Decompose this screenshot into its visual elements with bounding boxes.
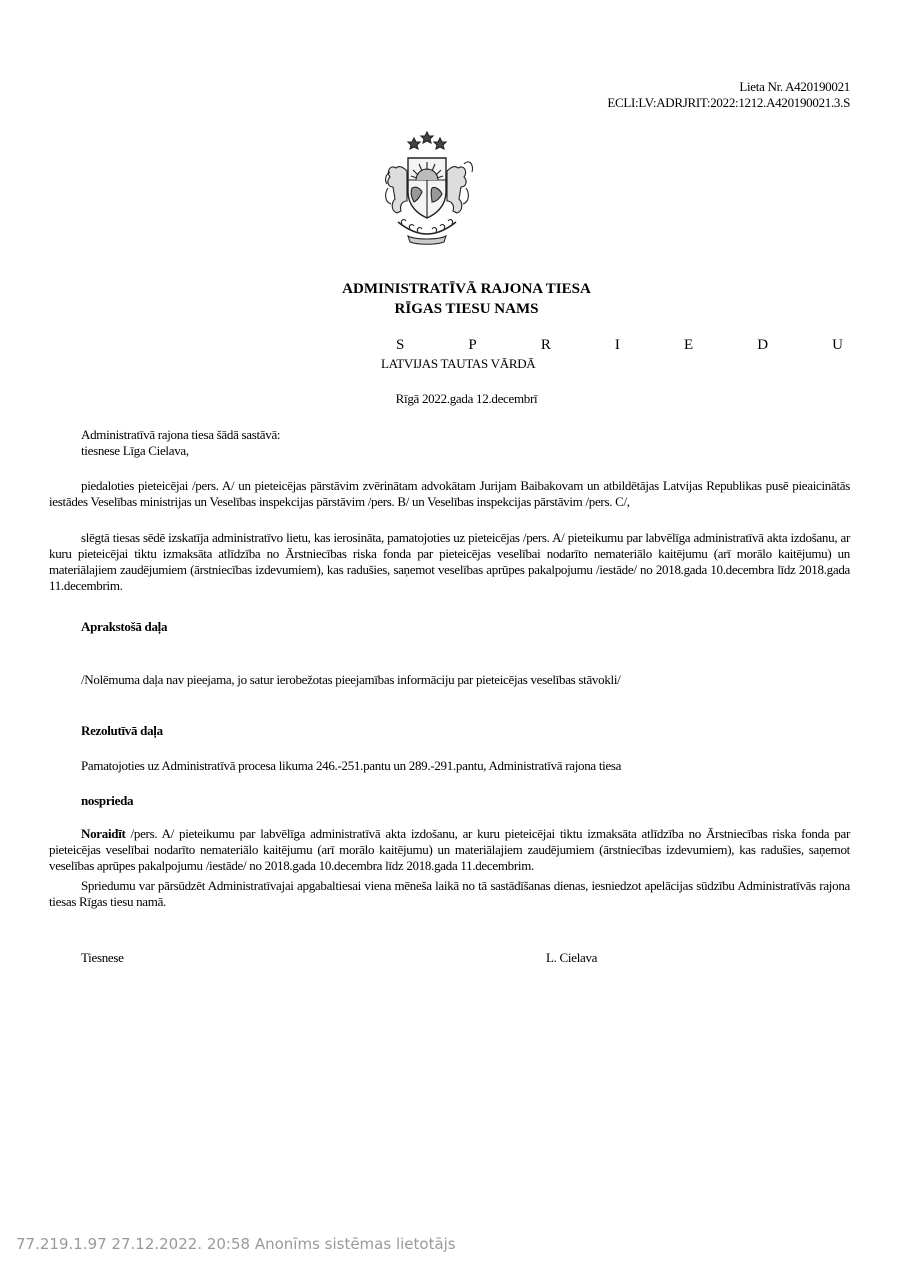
title-letter: U	[832, 337, 843, 353]
court-name: ADMINISTRATĪVĀ RAJONA TIESA	[342, 281, 591, 297]
participants-paragraph: piedaloties pieteicējai /pers. A/ un pieteicējas pārstāvim zvērinātam advokātam Jurijam Baibakovam un atbildētājas Latvijas Republikas pusē pieaicinātās iestādes Veselības ministrijas un Veselības inspekcijas pārstāvim /pers. B/ un Veselības inspekcijas pārstāvim /pers. C/,	[49, 478, 850, 509]
descriptive-heading: Aprakstošā daļa	[81, 619, 168, 634]
ecli-identifier: ECLI:LV:ADRJRIT:2022:1212.A420190021.3.S	[607, 95, 850, 110]
judgment-title	[396, 337, 843, 354]
descriptive-text: /Nolēmuma daļa nav pieejama, jo satur ierobežotas pieejamības informāciju par pieteicējas veselības stāvokli/	[81, 672, 621, 687]
composition-line: Administratīvā rajona tiesa šādā sastāvā:	[81, 427, 281, 442]
decision-keyword: Noraidīt	[81, 826, 126, 841]
decision-paragraph	[49, 826, 850, 874]
signature-name: L. Cielava	[546, 950, 598, 965]
title-letter: D	[757, 337, 769, 353]
appeal-paragraph: Spriedumu var pārsūdzēt Administratīvajai apgabaltiesai viena mēneša laikā no tā sastādīšanas dienas, iesniedzot apelācijas sūdzību Administratīvās rajona tiesas Rīgas tiesu namā.	[49, 878, 850, 909]
decision-text: /pers. A/ pieteikumu par labvēlīga administratīvā akta izdošanu, ar kuru pieteicējai tiktu izmaksāta atlīdzība no Ārstniecības riska fonda par pieteicējas veselībai nodarīto nemateriālo kaitējumu (arī morālo kaitējumu) un materiālajiem zaudējumiem (ārstniecības izdevumiem), kas radušies, saņemot veselības aprūpes pakalpojumu /iestāde/ no 2018.gada 10.decembra līdz 2018.gada 11.decembrim.	[49, 826, 850, 873]
title-letter: I	[614, 337, 620, 353]
coat-of-arms-icon	[378, 128, 476, 246]
title-letter: E	[683, 337, 694, 353]
case-number: Lieta Nr. A420190021	[739, 79, 850, 94]
judge-line: tiesnese Līga Cielava,	[81, 443, 189, 458]
legal-basis: Pamatojoties uz Administratīvā procesa likuma 246.-251.pantu un 289.-291.pantu, Administratīvā rajona tiesa	[81, 758, 622, 773]
signature-role: Tiesnese	[81, 950, 124, 965]
title-letter: S	[396, 337, 405, 353]
subtitle: LATVIJAS TAUTAS VĀRDĀ	[381, 356, 536, 371]
place-date: Rīgā 2022.gada 12.decembrī	[395, 391, 538, 406]
case-description-paragraph: slēgtā tiesas sēdē izskatīja administratīvo lietu, kas ierosināta, pamatojoties uz pieteicējas /pers. A/ pieteikumu par labvēlīga administratīvā akta izdošanu, ar kuru pieteicējai tiktu izmaksāta atlīdzība no Ārstniecības riska fonda par pieteicējas veselībai nodarīto nemateriālo kaitējumu (arī morālo kaitējumu) un materiālajiem zaudējumiem (ārstniecības izdevumiem), kas radušies, saņemot veselības aprūpes pakalpojumu /iestāde/ no 2018.gada 10.decembra līdz 2018.gada 11.decembrim.	[49, 530, 850, 593]
title-letter: R	[540, 337, 551, 353]
access-stamp: 77.219.1.97 27.12.2022. 20:58 Anonīms sistēmas lietotājs	[16, 1235, 456, 1253]
title-letter: P	[468, 337, 477, 353]
court-house: RĪGAS TIESU NAMS	[394, 301, 539, 317]
verdict-heading: nosprieda	[81, 793, 134, 808]
operative-heading: Rezolutīvā daļa	[81, 723, 163, 738]
